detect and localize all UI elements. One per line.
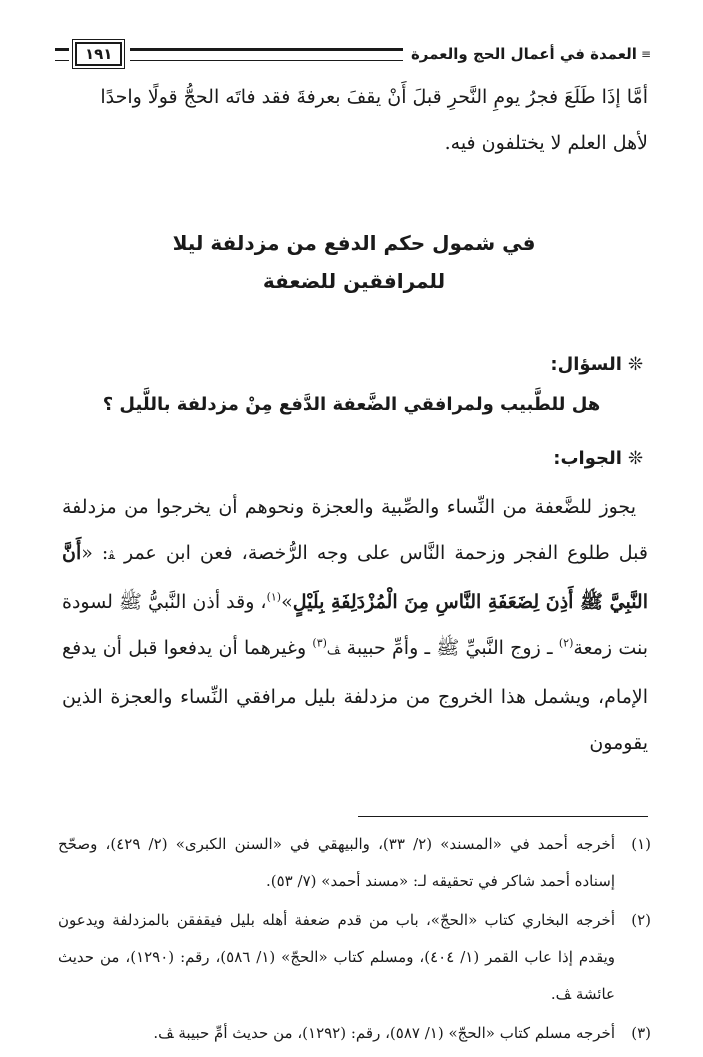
- footnote-text: أخرجه البخاري كتاب «الحجّ»، باب من قدم ضعفة أهله بليل فيقفقن بالمزدلفة ويدعون ويقدم إذا عاب القمر (١/ ٤٠٤)، ومسلم كتاب «الحجّ» (١/ ٥٨٦)، رقم: (١٢٩٠)، من حديث عائشة ﭫ.: [58, 911, 616, 1003]
- footnote-number: (٢): [631, 911, 651, 929]
- header-book-title: العمدة في أعمال الحج والعمرة: [410, 45, 637, 63]
- footnote-number: (١): [631, 835, 651, 853]
- answer-label: [553, 448, 643, 469]
- intro-line-1: أمَّا إذَا طَلَعَ فجرُ يومِ النَّحرِ قبلَ أَنْ يقفَ بعرفةَ فقد فاتَه الحجُّ قولًا واحدًا: [100, 86, 648, 108]
- honorific-radiallahu-icon: ﭫ: [326, 643, 341, 658]
- intro-paragraph: [62, 74, 648, 166]
- answer-part-6: وغيرهما أن يدفعوا قبل أن يدفع الإمام، ويشمل هذا الخروج من مزدلفة بليل مرافقي النِّساء والعجزة الذين يقومون: [62, 637, 648, 754]
- section-title-line-1: في شمول حكم الدفع من مزدلفة ليلا: [172, 231, 536, 255]
- asterisk-ornament-icon: ❊: [627, 354, 643, 375]
- footnote-ref-3[interactable]: (٣): [312, 636, 327, 650]
- footnote-item: [58, 826, 651, 900]
- answer-part-2: : «: [81, 542, 109, 564]
- asterisk-ornament-icon: ❊: [627, 448, 643, 469]
- footnote-text: أخرجه أحمد في «المسند» (٢/ ٣٣)، والبيهقي في «السنن الكبرى» (٢/ ٤٢٩)، وصحّح إسناده أحمد شاكر في تحقيقه لـ: «مسند أحمد» (٧/ ٥٣).: [58, 835, 615, 890]
- footnote-text: أخرجه مسلم كتاب «الحجّ» (١/ ٥٨٧)، رقم: (١٢٩٢)، من حديث أمِّ حبيبة ﭫ.: [153, 1024, 615, 1042]
- question-text: هل للطَّبيب ولمرافقي الضَّعفة الدَّفع مِنْ مزدلفة باللَّيل ؟: [102, 394, 601, 415]
- footnotes: [58, 826, 651, 1054]
- section-title: [60, 224, 648, 300]
- header-lead-mark: ≡: [640, 47, 651, 61]
- question-label: [550, 354, 643, 375]
- section-title-line-2: للمرافقين للضعفة: [262, 269, 446, 293]
- answer-part-4: ، وقد أذن النَّبيُّ ﷺ لسودة بنت زمعة: [62, 591, 648, 659]
- footnote-ref-2[interactable]: (٢): [558, 636, 574, 650]
- page-number: ١٩١: [75, 42, 122, 66]
- answer-label-text: الجواب:: [553, 448, 622, 469]
- header-rule-end: [55, 48, 69, 61]
- running-header: [55, 40, 651, 68]
- answer-part-3: »: [281, 591, 293, 613]
- footnote-ref-1[interactable]: (١): [266, 590, 282, 604]
- answer-paragraph: [62, 484, 648, 766]
- intro-line-2: لأهل العلم لا يختلفون فيه.: [444, 132, 648, 154]
- header-rule: [130, 48, 402, 61]
- honorific-radiallahu-icon: ﭭ: [108, 548, 115, 563]
- footnote-number: (٣): [631, 1024, 651, 1042]
- hadith-quote: أَنَّ النَّبِيَّ ﷺ أَذِنَ لِضَعَفَةِ النَّاسِ مِنَ الْمُزْدَلِفَةِ بِلَيْلٍ: [62, 542, 649, 613]
- footnote-item: [58, 1015, 651, 1052]
- answer-part-1: يجوز للضَّعفة من النِّساء والصِّبية والعجزة ونحوهم أن يخرجوا من مزدلفة قبل طلوع الفجر وزحمة النَّاس على وجه الرُّخصة، فعن ابن عمر: [62, 496, 648, 564]
- footnote-divider: [358, 816, 648, 817]
- footnote-item: [58, 902, 651, 1013]
- question-label-text: السؤال:: [550, 354, 622, 375]
- answer-body: [62, 484, 648, 766]
- answer-part-5: ـ زوج النَّبيِّ ﷺ ـ وأمِّ حبيبة: [346, 637, 559, 659]
